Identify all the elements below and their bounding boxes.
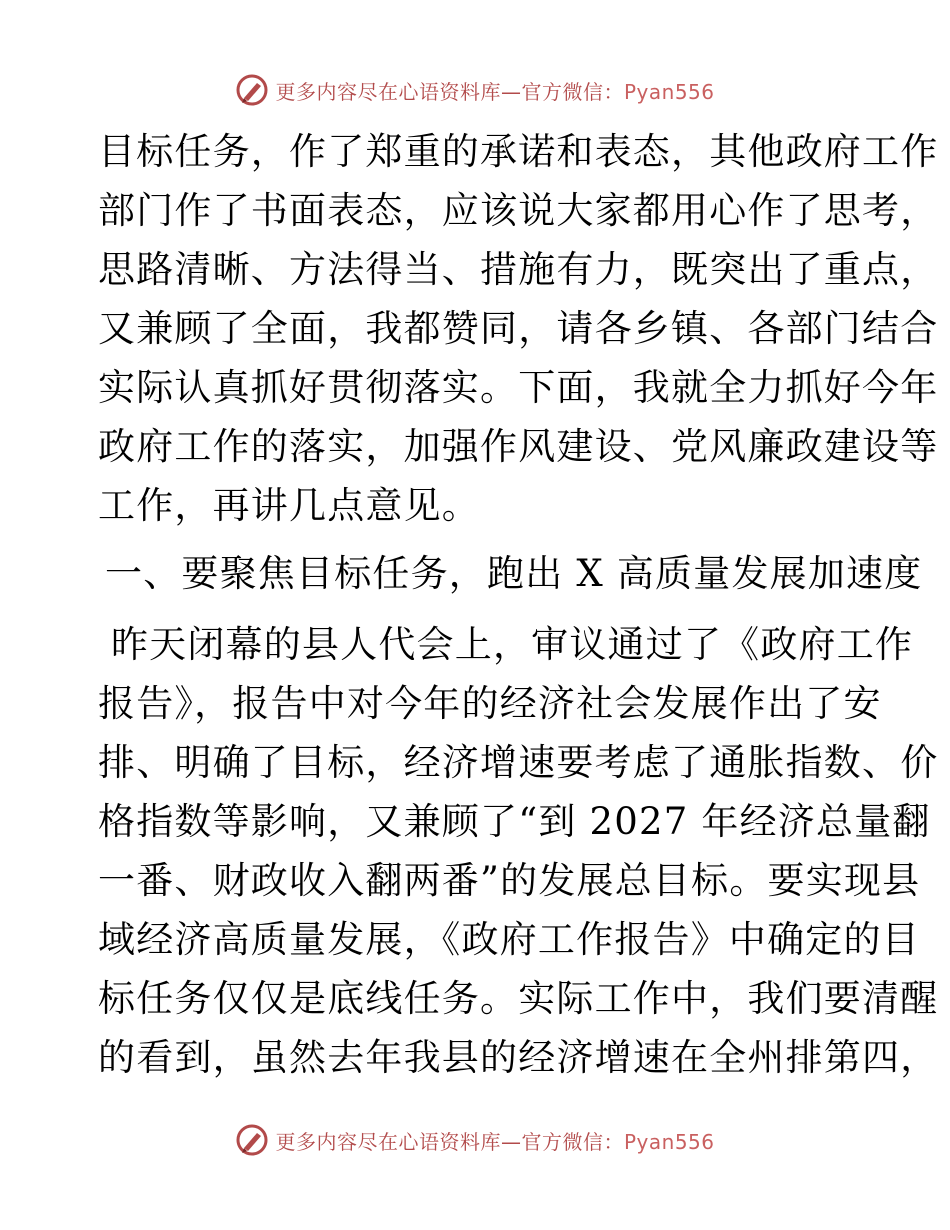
text-line: 思路清晰、方法得当、措施有力，既突出了重点， [98, 248, 939, 291]
text-line: 昨天闭幕的县人代会上，审议通过了《政府工作 [98, 623, 914, 666]
text-line: 又兼顾了全面，我都赞同，请各乡镇、各部门结合 [98, 307, 939, 350]
text-line: 标任务仅仅是底线任务。实际工作中，我们要清醒 [98, 977, 939, 1020]
text-line: 政府工作的落实，加强作风建设、党风廉政建设等 [98, 425, 939, 468]
pen-logo-icon [235, 73, 269, 107]
text-line: 一番、财政收入翻两番”的发展总目标。要实现县 [98, 859, 921, 902]
paragraph-1 [98, 122, 939, 535]
header-watermark [0, 70, 950, 110]
text-line: 的看到，虽然去年我县的经济增速在全州排第四， [98, 1036, 939, 1079]
text-line: 部门作了书面表态，应该说大家都用心作了思考， [98, 189, 939, 232]
section-heading: 一、要聚焦目标任务，跑出 X 高质量发展加速度 [105, 552, 923, 595]
text-line: 目标任务，作了郑重的承诺和表态，其他政府工作 [98, 130, 939, 173]
footer-watermark [0, 1120, 950, 1160]
watermark-text: 更多内容尽在心语资料库—官方微信：Pyan556 [275, 79, 715, 104]
watermark-text: 更多内容尽在心语资料库—官方微信：Pyan556 [275, 1129, 715, 1154]
text-line: 排、明确了目标，经济增速要考虑了通胀指数、价 [98, 741, 939, 784]
paragraph-2 [98, 615, 939, 1087]
text-line: 报告》，报告中对今年的经济社会发展作出了安 [98, 682, 882, 725]
text-line: 实际认真抓好贯彻落实。下面，我就全力抓好今年 [98, 366, 939, 409]
pen-logo-icon [235, 1123, 269, 1157]
text-line: 格指数等影响，又兼顾了“到 2027 年经济总量翻 [98, 800, 931, 843]
text-line: 域经济高质量发展，《政府工作报告》中确定的目 [98, 918, 920, 961]
text-line: 工作，再讲几点意见。 [98, 484, 480, 527]
